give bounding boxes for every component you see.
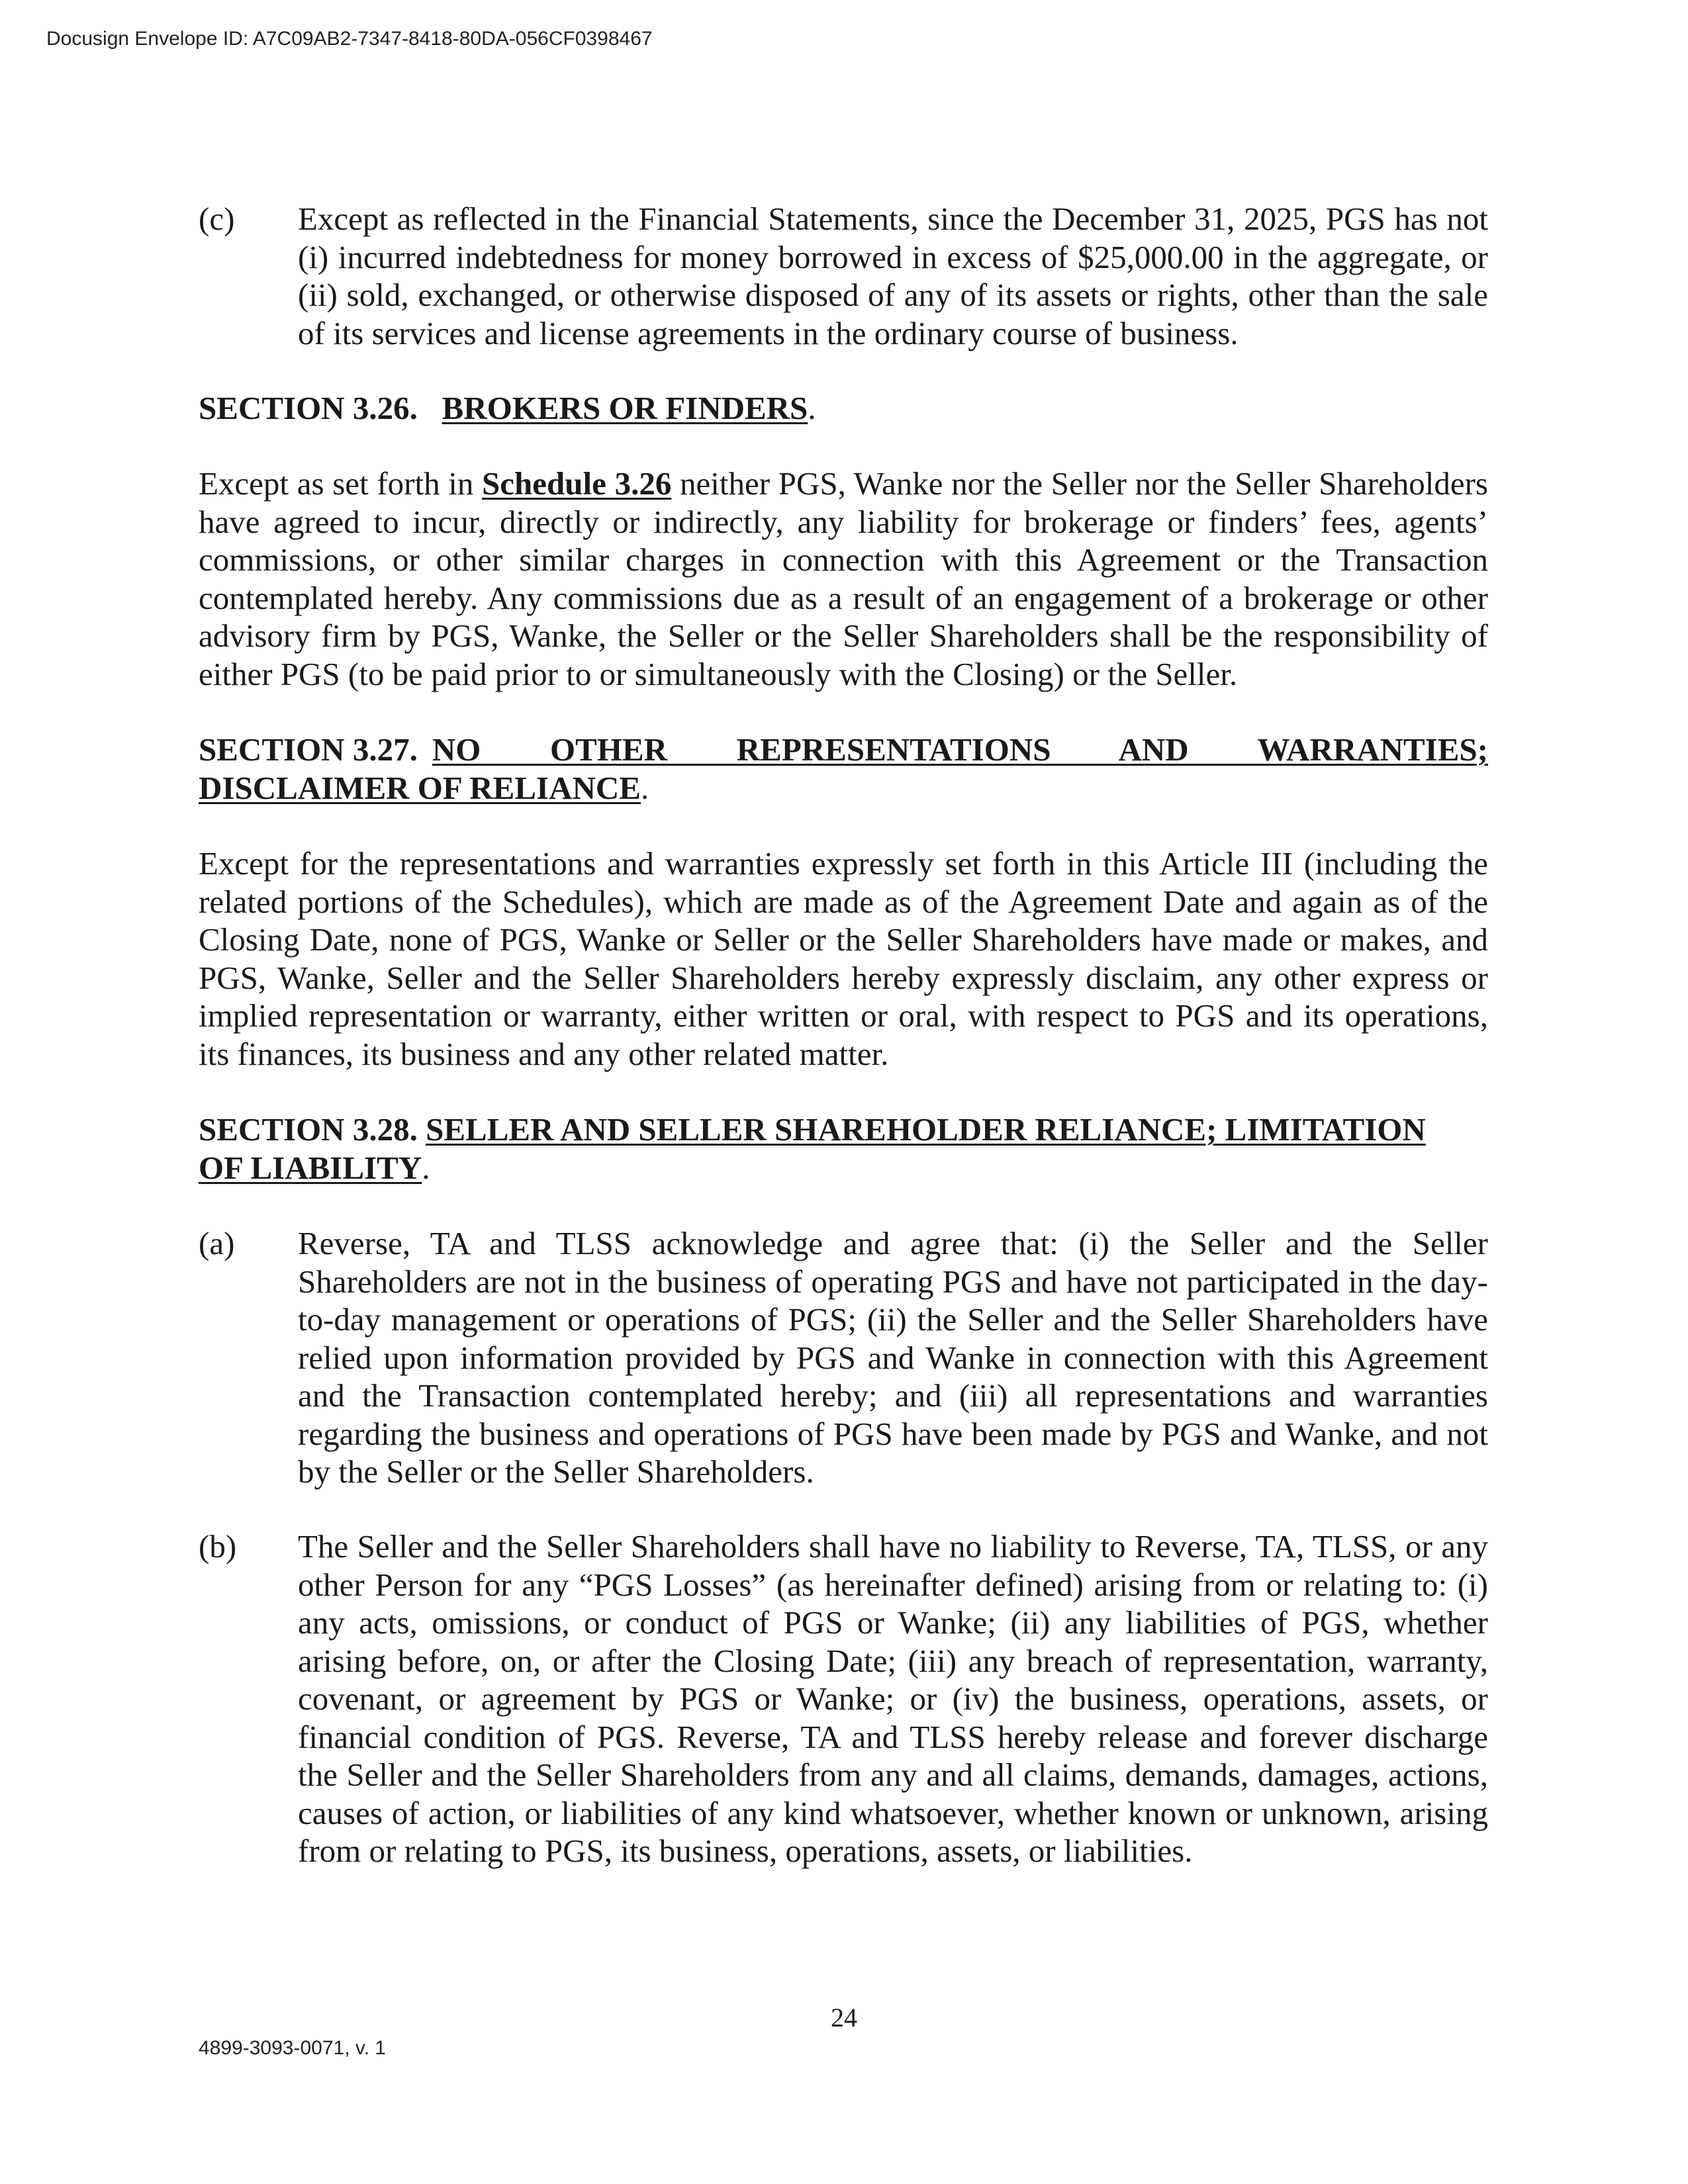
section-327-heading — [199, 731, 1488, 807]
section-number: SECTION 3.28. — [199, 1111, 418, 1148]
section-number: SECTION 3.26. — [199, 390, 418, 426]
section-title-line2: OF LIABILITY — [199, 1149, 422, 1186]
para-prefix: Except as set forth in — [199, 465, 483, 502]
envelope-id: Docusign Envelope ID: A7C09AB2-7347-8418-80DA-056CF0398467 — [46, 28, 653, 50]
clause-b — [199, 1527, 1488, 1870]
page-number: 24 — [831, 2003, 857, 2032]
clause-a — [199, 1224, 1488, 1491]
clause-label: (c) — [199, 201, 235, 237]
section-title: BROKERS OR FINDERS — [442, 390, 808, 426]
section-327-paragraph: Except for the representations and warranties expressly set forth in this Article III (including the related portions of the Schedules), which are made as of the Agreement Date and again as of the Closing Date, none of PGS, Wanke or Seller or the Seller Shareholders have made or makes, and PGS, Wanke, Seller and the Seller Shareholders hereby expressly disclaim, any other express or implied representation or warranty, either written or oral, with respect to PGS and its operations, its finances, its business and any other related matter. — [199, 845, 1488, 1072]
section-326-heading — [199, 389, 1488, 428]
section-title-line1: SELLER AND SELLER SHAREHOLDER RELIANCE; LIMITATION — [426, 1111, 1426, 1148]
clause-text: The Seller and the Seller Shareholders shall have no liability to Reverse, TA, TLSS, or any other Person for any “PGS Losses” (as hereinafter defined) arising from or relating to: (i) any acts, omissions, or conduct of PGS or Wanke; (ii) any liabilities of PGS, whether arising before, on, or after the Closing Date; (iii) any breach of representation, warranty, covenant, or agreement by PGS or Wanke; or (iv) the business, operations, assets, or financial condition of PGS. Reverse, TA and TLSS hereby release and forever discharge the Seller and the Seller Shareholders from any and all claims, demands, damages, actions, causes of action, or liabilities of any kind whatsoever, whether known or unknown, arising from or relating to PGS, its business, operations, assets, or liabilities. — [298, 1528, 1488, 1869]
section-328-heading — [199, 1111, 1488, 1187]
clause-label: (b) — [199, 1528, 237, 1565]
schedule-reference: Schedule 3.26 — [482, 465, 672, 502]
clause-text: Except as reflected in the Financial Statements, since the December 31, 2025, PGS has not (i) incurred indebtedness for money borrowed in excess of $25,000.00 in the aggregate, or (ii) sold, exchanged, or otherwise disposed of any of its assets or rights, other than the sale of its services and license agreements in the ordinary course of business. — [298, 201, 1488, 351]
section-title-line2: DISCLAIMER OF RELIANCE — [199, 769, 641, 806]
heading-period: . — [422, 1149, 430, 1186]
section-title-line1: NO OTHER REPRESENTATIONS AND WARRANTIES; — [432, 731, 1488, 768]
heading-period: . — [640, 769, 649, 806]
heading-period: . — [808, 390, 816, 426]
section-326-paragraph — [199, 465, 1488, 693]
clause-c — [199, 200, 1488, 352]
clause-label: (a) — [199, 1225, 235, 1261]
para-rest: neither PGS, Wanke nor the Seller nor the Seller Shareholders have agreed to incur, directly or indirectly, any liability for brokerage or finders’ fees, agents’ commissions, or other similar charges in connection with this Agreement or the Transaction contemplated hereby. Any commissions due as a result of an engagement of a brokerage or other advisory firm by PGS, Wanke, the Seller or the Seller Shareholders shall be the responsibility of either PGS (to be paid prior to or simultaneously with the Closing) or the Seller. — [199, 465, 1488, 692]
document-id: 4899-3093-0071, v. 1 — [199, 2037, 386, 2059]
section-number: SECTION 3.27. — [199, 731, 418, 768]
clause-text: Reverse, TA and TLSS acknowledge and agree that: (i) the Seller and the Seller Shareholders are not in the business of operating PGS and have not participated in the day-to-day management or operations of PGS; (ii) the Seller and the Seller Shareholders have relied upon information provided by PGS and Wanke in connection with this Agreement and the Transaction contemplated hereby; and (iii) all representations and warranties regarding the business and operations of PGS have been made by PGS and Wanke, and not by the Seller or the Seller Shareholders. — [298, 1225, 1488, 1490]
